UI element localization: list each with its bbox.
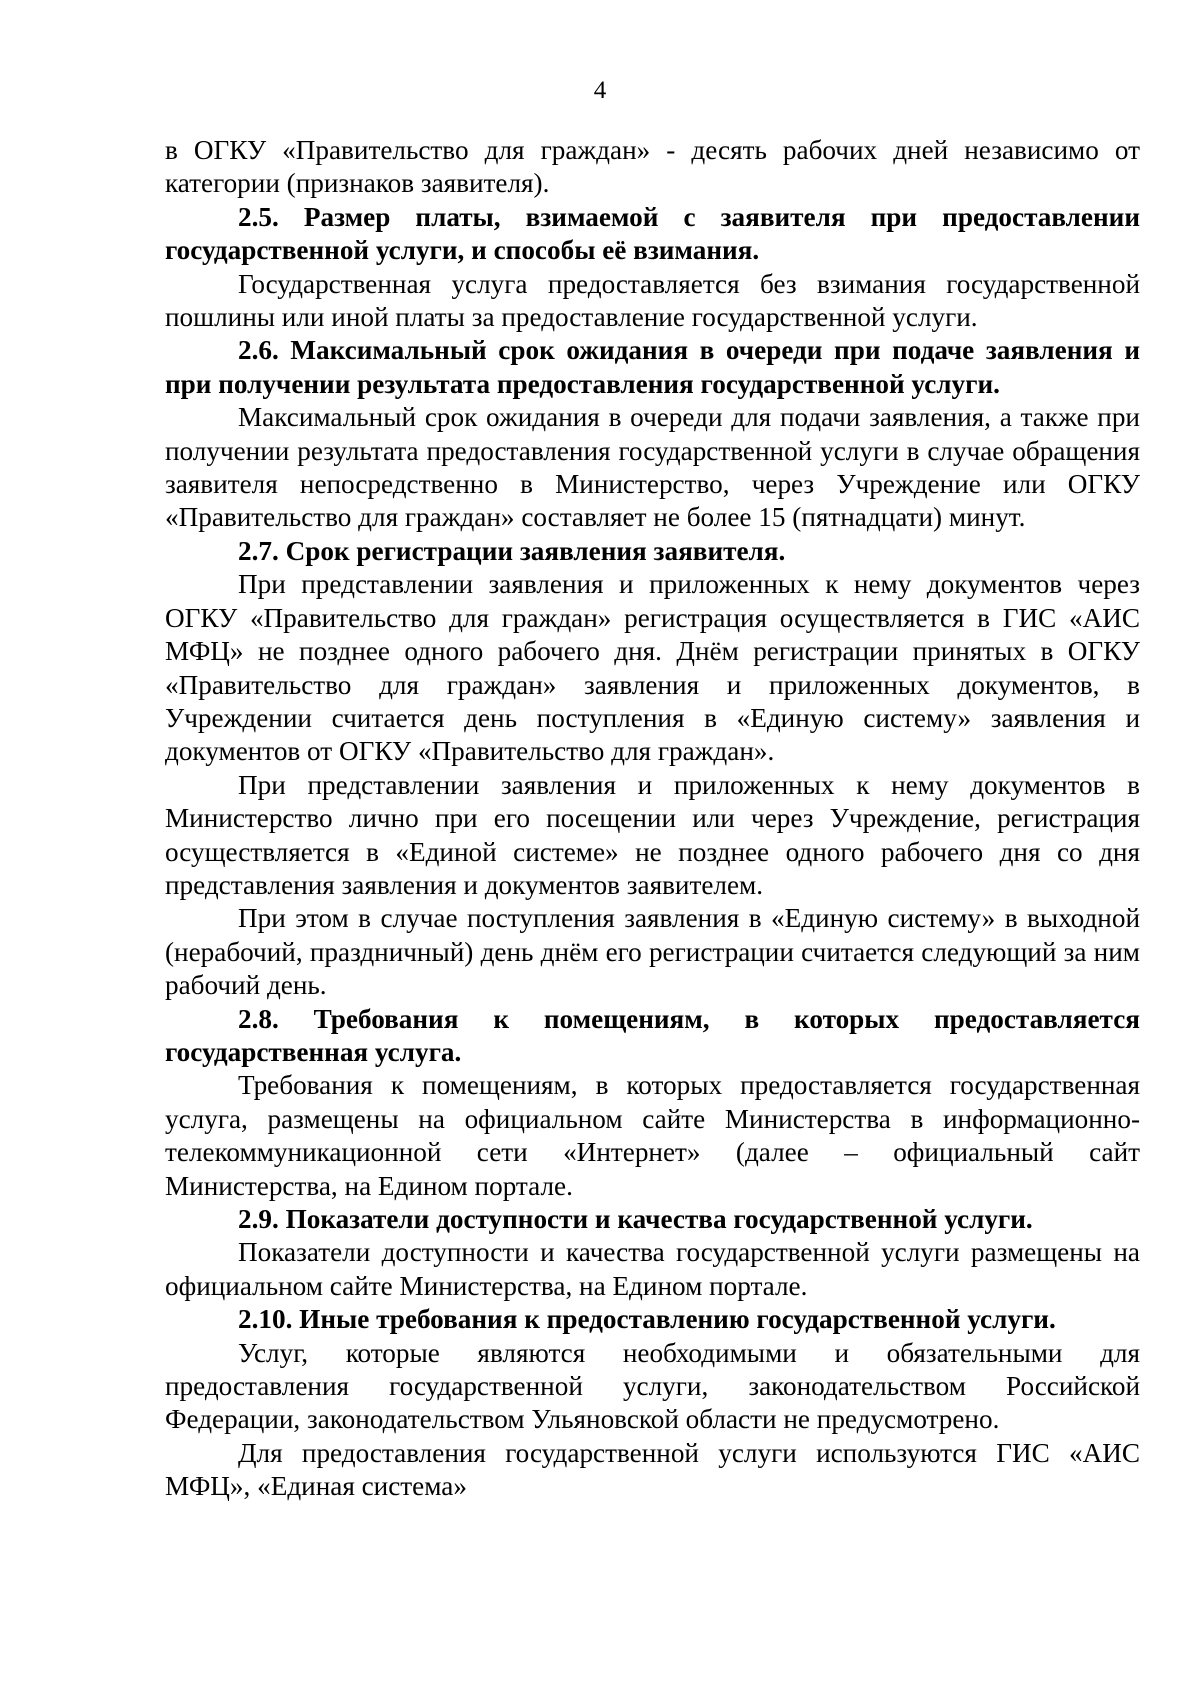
paragraph: При этом в случае поступления заявления в «Единую систему» в выходной (нерабочий, праздничный) день днём его регистрации считается следующий за ним рабочий день.	[165, 903, 1140, 1001]
section-heading-2-7: 2.7. Срок регистрации заявления заявителя.	[238, 535, 786, 566]
section-heading-2-8: 2.8. Требования к помещениям, в которых предоставляется государственная услуга.	[165, 1003, 1140, 1067]
paragraph: Максимальный срок ожидания в очереди для подачи заявления, а также при получении результата предоставления государственной услуги в случае обращения заявителя непосредственно в Министерство, через Учреждение или ОГКУ «Правительство для граждан» составляет не более 15 (пятнадцати) минут.	[165, 402, 1140, 533]
section-heading-2-5: 2.5. Размер платы, взимаемой с заявителя при предоставлении государственной услуги, и способы её взимания.	[165, 201, 1140, 266]
paragraph: Услуг, которые являются необходимыми и обязательными для предоставления государственной услуги, законодательством Российской Федерации, законодательством Ульяновской области не предусмотрено.	[165, 1337, 1140, 1435]
paragraph: Требования к помещениям, в которых предоставляется государственная услуга, размещены на официальном сайте Министерства в информационно-телекоммуникационной сети «Интернет» (далее – официальный сайт Министерства, на Едином портале.	[165, 1070, 1140, 1201]
paragraph: Государственная услуга предоставляется без взимания государственной пошлины или иной платы за предоставление государственной услуги.	[165, 268, 1140, 333]
section-heading-2-6: 2.6. Максимальный срок ожидания в очереди при подаче заявления и при получении результата предоставления государственной услуги.	[165, 335, 1140, 399]
paragraph-continuation: в ОГКУ «Правительство для граждан» - десять рабочих дней независимо от категории (признаков заявителя).	[165, 135, 1140, 199]
paragraph: Для предоставления государственной услуги используются ГИС «АИС МФЦ», «Единая система»	[165, 1437, 1140, 1502]
document-body	[165, 134, 1140, 1504]
paragraph: При представлении заявления и приложенных к нему документов через ОГКУ «Правительство для граждан» регистрация осуществляется в ГИС «АИС МФЦ» не позднее одного рабочего дня. Днём регистрации принятых в ОГКУ «Правительство для граждан» заявления и приложенных документов, в Учреждении считается день поступления в «Единую систему» заявления и документов от ОГКУ «Правительство для граждан».	[165, 569, 1140, 767]
page-number: 4	[593, 77, 607, 104]
paragraph: Показатели доступности и качества государственной услуги размещены на официальном сайте Министерства, на Едином портале.	[165, 1237, 1140, 1301]
paragraph: При представлении заявления и приложенных к нему документов в Министерство лично при его посещении или через Учреждение, регистрация осуществляется в «Единой системе» не позднее одного рабочего дня со дня представления заявления и документов заявителем.	[165, 769, 1140, 900]
section-heading-2-9: 2.9. Показатели доступности и качества государственной услуги.	[238, 1204, 1033, 1234]
section-heading-2-10: 2.10. Иные требования к предоставлению государственной услуги.	[238, 1304, 1056, 1335]
